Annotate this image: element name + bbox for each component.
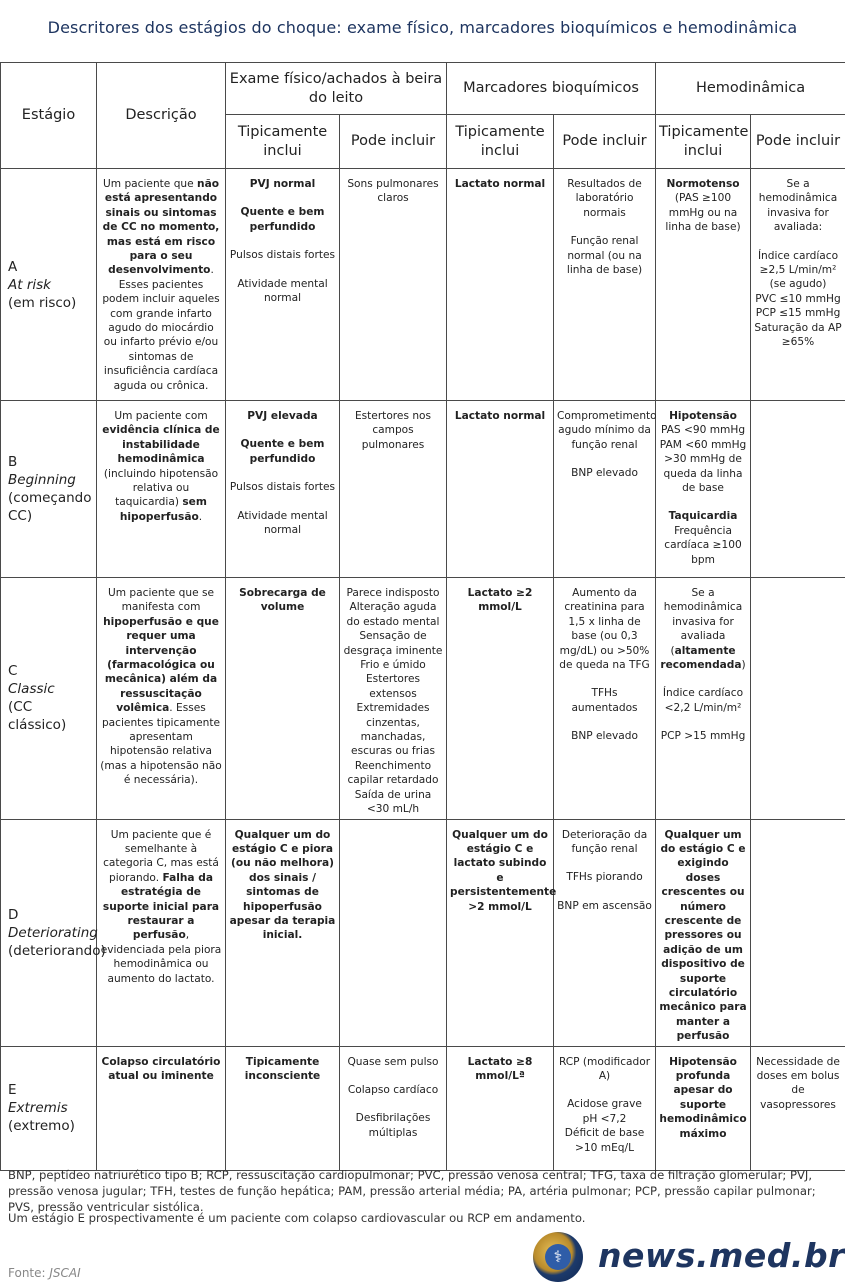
text-run: Estertores nos campos pulmonares xyxy=(354,410,432,451)
cell-paragraph xyxy=(557,899,652,913)
stage-cell xyxy=(1,169,97,401)
cell-paragraph xyxy=(450,1055,550,1084)
footnote-stage-e: Um estágio E prospectivamente é um paciente com colapso cardiovascular ou RCP em andamento. xyxy=(8,1211,586,1225)
cell-paragraph xyxy=(557,586,652,672)
stage-en: Classic xyxy=(8,681,55,698)
text-run: . Esses pacientes podem incluir aqueles com grande infarto agudo do miocárdio ou infarto prévio e/ou sintomas de insuficiência cardíaca aguda ou crônica. xyxy=(102,264,220,392)
footnote-abbreviations: BNP, peptídeo natriurético tipo B; RCP, ressuscitação cardiopulmonar; PVC, pressão venosa central; TFG, taxa de filtração glomerular; PVJ, pressão venosa jugular; TFH, testes de função hepática; PAM, pressão arterial média; PA, artéria pulmonar; PCP, pressão capilar pulmonar; PVS, pressão ventricular sistólica. xyxy=(8,1168,816,1214)
stage-letter: B xyxy=(8,454,18,470)
subheader-typically: Tipicamente inclui xyxy=(226,115,340,169)
cell-paragraph xyxy=(229,509,336,538)
cell-paragraph xyxy=(229,437,336,466)
text-run: Quente e bem perfundido xyxy=(240,206,325,233)
stage-pt: (começando CC) xyxy=(8,490,92,524)
hemo-may-cell xyxy=(751,169,845,401)
text-run: Atividade mental normal xyxy=(237,509,328,537)
cell-paragraph xyxy=(557,1055,652,1084)
text-run: RCP (modificador A) xyxy=(558,1055,651,1082)
text-run: Se a hemodinâmica invasiva for avaliada ( xyxy=(663,587,743,657)
text-run: PVJ elevada xyxy=(247,410,318,422)
stage-letter: C xyxy=(8,663,18,680)
text-run: não está apresentando sinais ou sintomas de CC no momento, mas está em risco para o seu desenvolvimento xyxy=(102,178,220,277)
cell-paragraph xyxy=(659,828,747,1044)
source-label: Fonte: xyxy=(8,1266,50,1280)
header-biochem: Marcadores bioquímicos xyxy=(447,63,656,115)
pe-may-cell xyxy=(340,401,447,578)
cell-paragraph xyxy=(229,586,336,615)
brand-logo: news.med.br xyxy=(598,1236,845,1275)
header-stage: Estágio xyxy=(1,63,97,169)
cell-paragraph xyxy=(229,828,336,943)
text-run: Aumento da creatinina para 1,5 x linha de base (ou 0,3 mg/dL) ou >50% de queda na TFG xyxy=(559,587,650,672)
cell-paragraph xyxy=(343,1111,443,1140)
text-run: PCP >15 mmHg xyxy=(660,730,746,743)
hemo-may-cell xyxy=(751,578,845,820)
bio-may-cell xyxy=(554,401,656,578)
pe-may-cell xyxy=(340,169,447,401)
subheader-typically: Tipicamente inclui xyxy=(447,115,554,169)
cell-paragraph xyxy=(557,729,652,743)
text-run: Taquicardia xyxy=(668,510,738,523)
bio-typ-cell xyxy=(447,401,554,578)
bio-typ-cell xyxy=(447,1046,554,1170)
stage-cell xyxy=(1,819,106,1046)
text-run: Se a hemodinâmica invasiva for avaliada: xyxy=(758,178,838,234)
bio-typ-cell xyxy=(447,169,554,401)
pe-typ-cell xyxy=(226,578,340,820)
table-row xyxy=(1,819,845,1046)
text-run: TFHs aumentados xyxy=(571,687,638,714)
cell-paragraph xyxy=(343,1055,443,1069)
hemo-typ-cell xyxy=(656,578,751,820)
stage-en: Deteriorating xyxy=(8,924,98,941)
text-run: , evidenciada pela piora hemodinâmica ou aumento do lactato. xyxy=(100,929,222,985)
stage-pt: (em risco) xyxy=(8,294,77,311)
text-run: PVC ≤10 mmHg xyxy=(755,292,841,305)
cell-paragraph xyxy=(229,480,336,494)
text-run: PCP ≤15 mmHg xyxy=(755,307,841,320)
text-run: BNP elevado xyxy=(571,730,638,743)
text-run: Colapso circulatório atual ou iminente xyxy=(101,1055,221,1082)
cell-paragraph xyxy=(557,466,652,480)
text-run: Qualquer um do estágio C e exigindo doses crescentes ou número crescente de pressores ou adição de um dispositivo de suporte circulatório mecânico para manter a perfusão xyxy=(659,828,747,1043)
cell-paragraph xyxy=(754,1055,842,1113)
bio-may-cell xyxy=(554,819,656,1046)
bio-typ-cell xyxy=(447,578,554,820)
cell-paragraph xyxy=(557,177,652,220)
text-run: Um paciente que se manifesta com xyxy=(107,587,215,614)
cell-paragraph xyxy=(557,870,652,884)
text-run: Lactato normal xyxy=(454,178,546,190)
header-description: Descrição xyxy=(97,63,226,169)
text-run: (incluindo hipotensão relativa ou taquicardia) xyxy=(103,467,219,509)
cell-paragraph xyxy=(659,409,747,495)
cell-paragraph xyxy=(343,586,443,817)
cell-paragraph xyxy=(450,828,557,914)
cell-paragraph xyxy=(450,177,550,191)
description-cell xyxy=(97,401,226,578)
text-run: Pulsos distais fortes xyxy=(229,249,336,262)
text-run: Função renal normal (ou na linha de base) xyxy=(566,235,643,277)
text-run: Quente e bem perfundido xyxy=(240,438,325,465)
stage-pt: (deteriorando) xyxy=(8,942,106,959)
hemo-typ-cell xyxy=(656,819,751,1046)
page-title: Descritores dos estágios do choque: exame físico, marcadores bioquímicos e hemodinâmica xyxy=(47,18,798,37)
pe-typ-cell xyxy=(226,401,340,578)
pe-may-cell xyxy=(340,1046,447,1170)
bio-may-cell xyxy=(554,169,656,401)
subheader-typically: Tipicamente inclui xyxy=(656,115,751,169)
text-run: altamente recomendada xyxy=(660,644,742,672)
text-run: sem hipoperfusão xyxy=(119,496,207,523)
text-run: . Esses pacientes tipicamente apresentam hipotensão relativa (mas a hipotensão não é necessária). xyxy=(100,702,222,787)
cell-paragraph xyxy=(229,248,336,262)
text-run: Índice cardíaco <2,2 L/min/m² xyxy=(662,687,744,714)
hemo-typ-cell xyxy=(656,169,751,401)
header-physical-exam: Exame físico/achados à beira do leito xyxy=(226,63,447,115)
text-run: TFHs piorando xyxy=(566,871,643,884)
text-run: Tipicamente inconsciente xyxy=(244,1055,321,1082)
text-run: BNP elevado xyxy=(571,467,638,480)
cell-paragraph xyxy=(557,409,657,452)
cell-paragraph xyxy=(659,509,747,567)
cell-paragraph xyxy=(450,409,550,423)
cell-paragraph xyxy=(343,1083,443,1097)
caduceus-icon: ⚕ xyxy=(533,1232,583,1282)
text-run: PAS <90 mmHg PAM <60 mmHg >30 mmHg de queda da linha de base xyxy=(659,424,747,495)
text-run: Acidose grave pH <7,2 Déficit de base >10 mEq/L xyxy=(564,1098,645,1154)
stage-letter: E xyxy=(8,1082,17,1099)
cell-paragraph xyxy=(754,177,842,235)
hemo-may-cell xyxy=(751,401,845,578)
text-run: Índice cardíaco ≥2,5 L/min/m² (se agudo) xyxy=(757,249,839,291)
source-credit xyxy=(8,1266,81,1280)
source-name: JSCAI xyxy=(49,1266,81,1280)
table-row xyxy=(1,169,845,401)
text-run: Atividade mental normal xyxy=(237,277,328,305)
hemo-may-cell xyxy=(751,1046,845,1170)
table-row xyxy=(1,401,845,578)
stage-en: Beginning xyxy=(8,472,76,488)
cell-paragraph xyxy=(343,409,443,452)
subheader-may: Pode incluir xyxy=(751,115,845,169)
pe-typ-cell xyxy=(226,169,340,401)
cell-paragraph xyxy=(659,686,747,715)
text-run: Um paciente que é semelhante à categoria C, mas está piorando. xyxy=(103,828,219,884)
text-run: ) xyxy=(741,659,746,672)
stage-cell xyxy=(1,401,97,578)
text-run: BNP em ascensão xyxy=(557,899,652,912)
description-cell xyxy=(97,169,226,401)
description-cell xyxy=(97,819,226,1046)
cell-paragraph xyxy=(229,177,336,191)
cell-paragraph xyxy=(229,277,336,306)
header-hemodynamics: Hemodinâmica xyxy=(656,63,845,115)
text-run: Um paciente que xyxy=(103,178,198,190)
cell-paragraph xyxy=(659,1055,747,1141)
text-run: Qualquer um do estágio C e lactato subindo e persistentemente >2 mmol/L xyxy=(450,828,557,913)
cell-paragraph xyxy=(557,828,652,857)
bio-may-cell xyxy=(554,1046,656,1170)
stage-pt: (extremo) xyxy=(8,1118,75,1135)
table-row xyxy=(1,1046,845,1170)
subheader-may: Pode incluir xyxy=(340,115,447,169)
text-run: hipoperfusão e que requer uma intervenção (farmacológica ou mecânica) além da ressuscitação volêmica xyxy=(103,615,219,715)
cell-paragraph xyxy=(557,234,652,277)
text-run: Falha da estratégia de suporte inicial para restaurar a perfusão xyxy=(102,871,220,942)
stage-pt: (CC clássico) xyxy=(8,699,67,734)
cell-paragraph xyxy=(229,1055,336,1084)
pe-may-cell xyxy=(340,578,447,820)
hemo-typ-cell xyxy=(656,401,751,578)
text-run: Parece indisposto Alteração aguda do estado mental Sensação de desgraça iminente Frio e úmido Estertores extensos Extremidades cinzentas, manchadas, escuras ou frias Reenchimento capilar retardado Saída de urina <30 mL/h xyxy=(343,587,443,816)
pe-typ-cell xyxy=(226,819,340,1046)
bio-typ-cell xyxy=(447,819,557,1046)
cell-paragraph xyxy=(450,586,550,615)
text-run: Desfibrilações múltiplas xyxy=(355,1112,431,1139)
description-cell xyxy=(97,578,226,820)
text-run: Resultados de laboratório normais xyxy=(567,178,642,219)
pe-may-cell xyxy=(340,819,447,1046)
cell-paragraph xyxy=(343,177,443,206)
cell-paragraph xyxy=(754,249,842,350)
stage-cell xyxy=(1,578,97,820)
stage-en: Extremis xyxy=(8,1100,68,1117)
description-cell xyxy=(97,1046,226,1170)
text-run: Normotenso xyxy=(666,178,740,190)
text-run: Comprometimento agudo mínimo da função renal xyxy=(557,410,657,451)
cell-paragraph xyxy=(659,586,747,672)
text-run: Necessidade de doses em bolus de vasopressores xyxy=(756,1055,840,1111)
text-run: Um paciente com xyxy=(114,410,208,422)
text-run: Lactato ≥8 mmol/Lª xyxy=(467,1055,533,1082)
text-run: Frequência cardíaca ≥100 bpm xyxy=(664,524,742,566)
text-run: Sobrecarga de volume xyxy=(239,587,326,614)
stage-en: At risk xyxy=(8,276,51,293)
text-run: Quase sem pulso xyxy=(347,1055,439,1068)
cell-paragraph xyxy=(659,729,747,743)
text-run: Hipotensão xyxy=(669,410,737,422)
text-run: Colapso cardíaco xyxy=(347,1084,439,1096)
hemo-may-cell xyxy=(751,819,845,1046)
text-run: PVJ normal xyxy=(249,178,316,190)
bio-may-cell xyxy=(554,578,656,820)
text-run: Lactato ≥2 mmol/L xyxy=(467,587,533,614)
subheader-may: Pode incluir xyxy=(554,115,656,169)
pe-typ-cell xyxy=(226,1046,340,1170)
text-run: Qualquer um do estágio C e piora (ou não melhora) dos sinais / sintomas de hipoperfusão apesar da terapia inicial. xyxy=(229,828,336,942)
stage-letter: A xyxy=(8,258,18,275)
cell-paragraph xyxy=(557,686,652,715)
text-run: Lactato normal xyxy=(454,410,546,422)
text-run: Deterioração da função renal xyxy=(561,828,648,855)
cell-paragraph xyxy=(229,409,336,423)
stage-cell xyxy=(1,1046,97,1170)
cell-paragraph xyxy=(557,1097,652,1155)
text-run: Pulsos distais fortes xyxy=(229,481,336,494)
text-run: Saturação da AP ≥65% xyxy=(754,321,842,349)
text-run: Hipotensão profunda apesar do suporte hemodinâmico máximo xyxy=(659,1055,747,1140)
text-run: (PAS ≥100 mmHg ou na linha de base) xyxy=(665,192,741,234)
hemo-typ-cell xyxy=(656,1046,751,1170)
cell-paragraph xyxy=(659,177,747,235)
shock-stages-table xyxy=(0,62,845,1171)
cell-paragraph xyxy=(229,205,336,234)
table-row xyxy=(1,578,845,820)
text-run: Sons pulmonares claros xyxy=(347,178,439,205)
text-run: evidência clínica de instabilidade hemodinâmica xyxy=(102,424,220,466)
text-run: . xyxy=(198,510,203,523)
stage-letter: D xyxy=(8,906,19,923)
